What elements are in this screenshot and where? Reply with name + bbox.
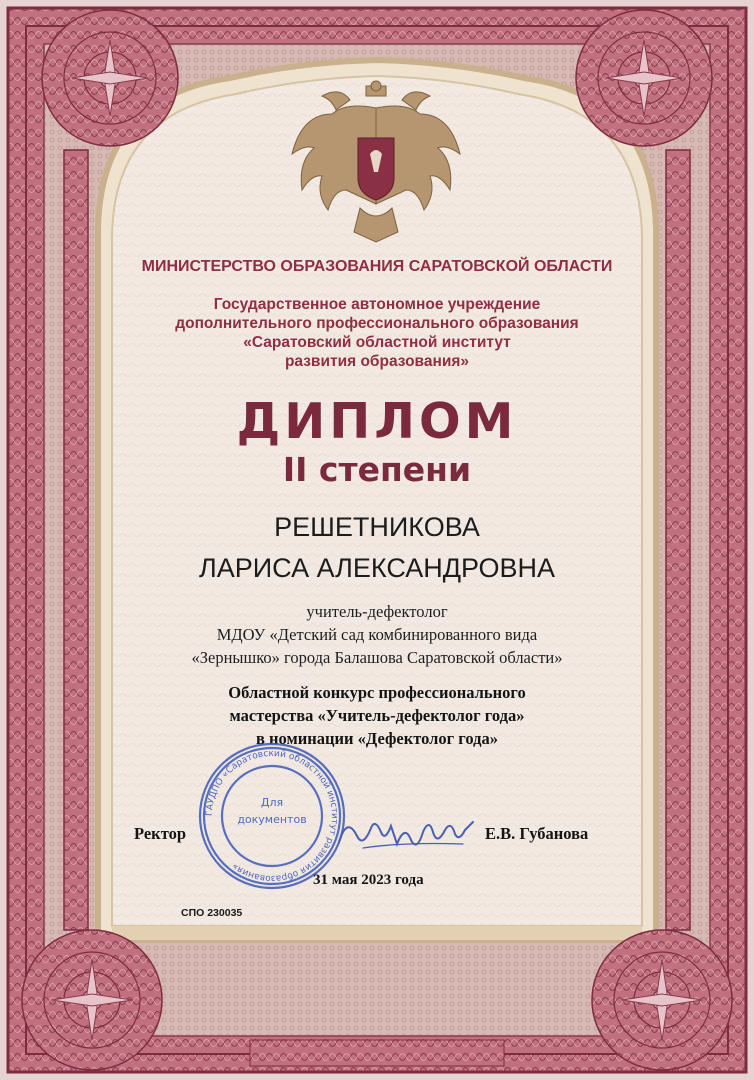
institution-line: дополнительного профессионального образования (175, 315, 579, 332)
recipient-given-names: ЛАРИСА АЛЕКСАНДРОВНА (199, 553, 555, 583)
rector-signature (333, 808, 483, 858)
official-stamp (197, 741, 347, 891)
recipient-position: учитель-дефектолог (306, 602, 448, 621)
rector-label: Ректор (134, 824, 187, 843)
stamp-center-text: документов (237, 813, 307, 826)
issue-date: 31 мая 2023 года (313, 872, 424, 888)
institution-line: Государственное автономное учреждение (213, 296, 541, 313)
diploma-title: ДИПЛОМ (236, 393, 518, 450)
institution-line: развития образования» (284, 353, 470, 370)
recipient-organization-line: МДОУ «Детский сад комбинированного вида (216, 625, 538, 644)
contest-line: Областной конкурс профессионального (228, 683, 526, 702)
ministry-heading: МИНИСТЕРСТВО ОБРАЗОВАНИЯ САРАТОВСКОЙ ОБЛАСТИ (141, 258, 613, 275)
contest-line: мастерства «Учитель-дефектолог года» (229, 706, 525, 725)
double-headed-eagle-emblem (290, 78, 462, 250)
institution-line: «Саратовский областной институт (243, 334, 511, 351)
contest-line: в номинации «Дефектолог года» (256, 729, 498, 748)
recipient-surname: РЕШЕТНИКОВА (274, 512, 480, 542)
signer-name: Е.В. Губанова (485, 824, 589, 843)
recipient-organization-line: «Зернышко» города Балашова Саратовской области» (191, 648, 563, 667)
stamp-center-text: Для (260, 796, 284, 809)
serial-number: СПО 230035 (181, 907, 243, 919)
stamp-ring-text: ГАУДПО «Саратовский областной институт развития образования» (204, 748, 340, 884)
diploma-degree: II степени (282, 450, 472, 489)
